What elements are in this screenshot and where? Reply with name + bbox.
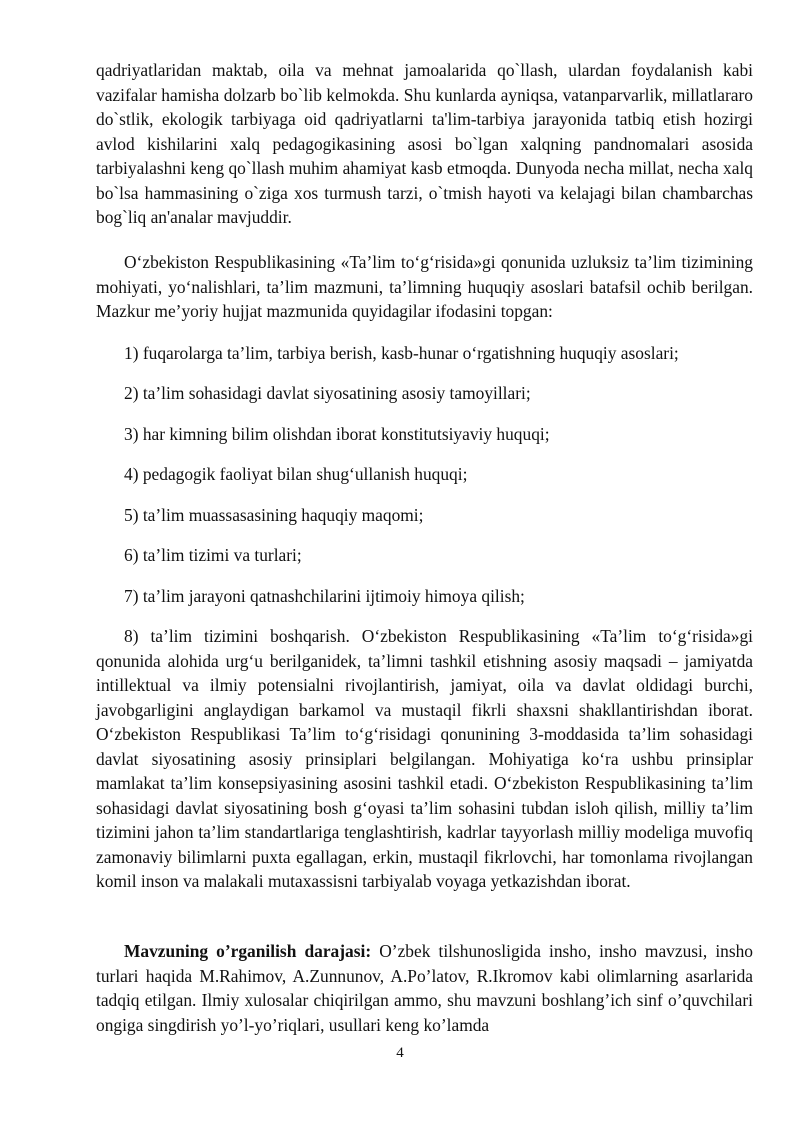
page-number: 4 <box>396 1045 404 1061</box>
paragraph-education-management: 8) ta’lim tizimini boshqarish. O‘zbekiston Respublikasining «Ta’lim to‘g‘risida»gi qonunida alohida urg‘u berilganidek, ta’limni tashkil etishning asosiy maqsadi – jamiyatda intillektual va ilmiy potensialni rivojlantirish, jamiyat, oila va davlat oldidagi burchi, javobgarligini anglaydigan barkamol va mustaqil fikrli shaxsni shakllantirishdan iborat. O‘zbekiston Respublikasi Ta’lim to‘g‘risidagi qonunining 3-moddasida ta’lim sohasidagi davlat siyosatining asosiy prinsiplari belgilangan. Mohiyatiga ko‘ra ushbu prinsiplar mamlakat ta’lim konsepsiyasining asosini tashkil etadi. O‘zbekiston Respublikasining ta’lim sohasidagi davlat siyosatining bosh g‘oyasi ta’lim sohasini tubdan isloh qilish, milliy ta’lim tizimini jahon ta’lim standartlariga tenglashtirish, kadrlar tayyorlash milliy modeliga muvofiq zamonaviy bilimlarni puxta egallagan, erkin, mustaqil fikrlovchi, har tomonlama rivojlangan komil inson va malakali mutaxassisni tarbiyalab voyaga yetkazishdan iborat. <box>96 626 753 891</box>
list-item: 4) pedagogik faoliyat bilan shug‘ullanish huquqi; <box>124 464 468 484</box>
list-item: 2) ta’lim sohasidagi davlat siyosatining asosiy tamoyillari; <box>124 383 531 403</box>
paragraph-education-law: O‘zbekiston Respublikasining «Ta’lim to‘g‘risida»gi qonunida uzluksiz ta’lim tizimining mohiyati, yo‘nalishlari, ta’lim mazmuni, ta’limning huquqiy asoslari batafsil ochib berilgan. Mazkur me’yoriy hujjat mazmunida quyidagilar ifodasini topgan: <box>96 252 753 321</box>
paragraph-research-degree-body: O’zbek tilshunosligida insho, insho mavzusi, insho turlari haqida M.Rahimov, A.Zunnunov, A.Po’latov, R.Ikromov kabi olimlarning asarlarida tadqiq etilgan. Ilmiy xulosalar chiqirilgan ammo, shu mavzuni boshlang’ich sinf o’quvchilari ongiga singdirish yo’l-yo’riqlari, usullari keng ko’lamda <box>96 941 753 1035</box>
list-item: 7) ta’lim jarayoni qatnashchilarini ijtimoiy himoya qilish; <box>124 586 525 606</box>
section-heading-inline: Mavzuning o’rganilish darajasi: <box>124 941 372 961</box>
list-item: 5) ta’lim muassasasining haquqiy maqomi; <box>124 505 424 525</box>
paragraph-research-degree <box>96 939 753 1037</box>
paragraph-values-intro: qadriyatlaridan maktab, oila va mehnat jamoalarida qo`llash, ulardan foydalanish kabi vazifalar hamisha dolzarb bo`lib kelmokda. Shu kunlarda ayniqsa, vatanparvarlik, millatlararo do`stlik, ekologik tarbiyaga oid qadriyatlarni ta'lim-tarbiya jarayonida tatbiq etish hozirgi avlod kishilarini xalq pedagogikasining asosi bo`lgan xalqning pandnomalari asosida tarbiyalashni keng qo`llash muhim ahamiyat kasb etmoqda. Dunyoda necha millat, necha xalq bo`lsa hammasining o`ziga xos turmush tarzi, o`tmish hayoti va kelajagi bilan chambarchas bog`liq an'analar mavjuddir. <box>96 60 753 227</box>
list-item: 1) fuqarolarga ta’lim, tarbiya berish, kasb-hunar o‘rgatishning huquqiy asoslari; <box>124 343 679 363</box>
list-item: 3) har kimning bilim olishdan iborat konstitutsiyaviy huquqi; <box>124 424 550 444</box>
list-item: 6) ta’lim tizimi va turlari; <box>124 545 302 565</box>
